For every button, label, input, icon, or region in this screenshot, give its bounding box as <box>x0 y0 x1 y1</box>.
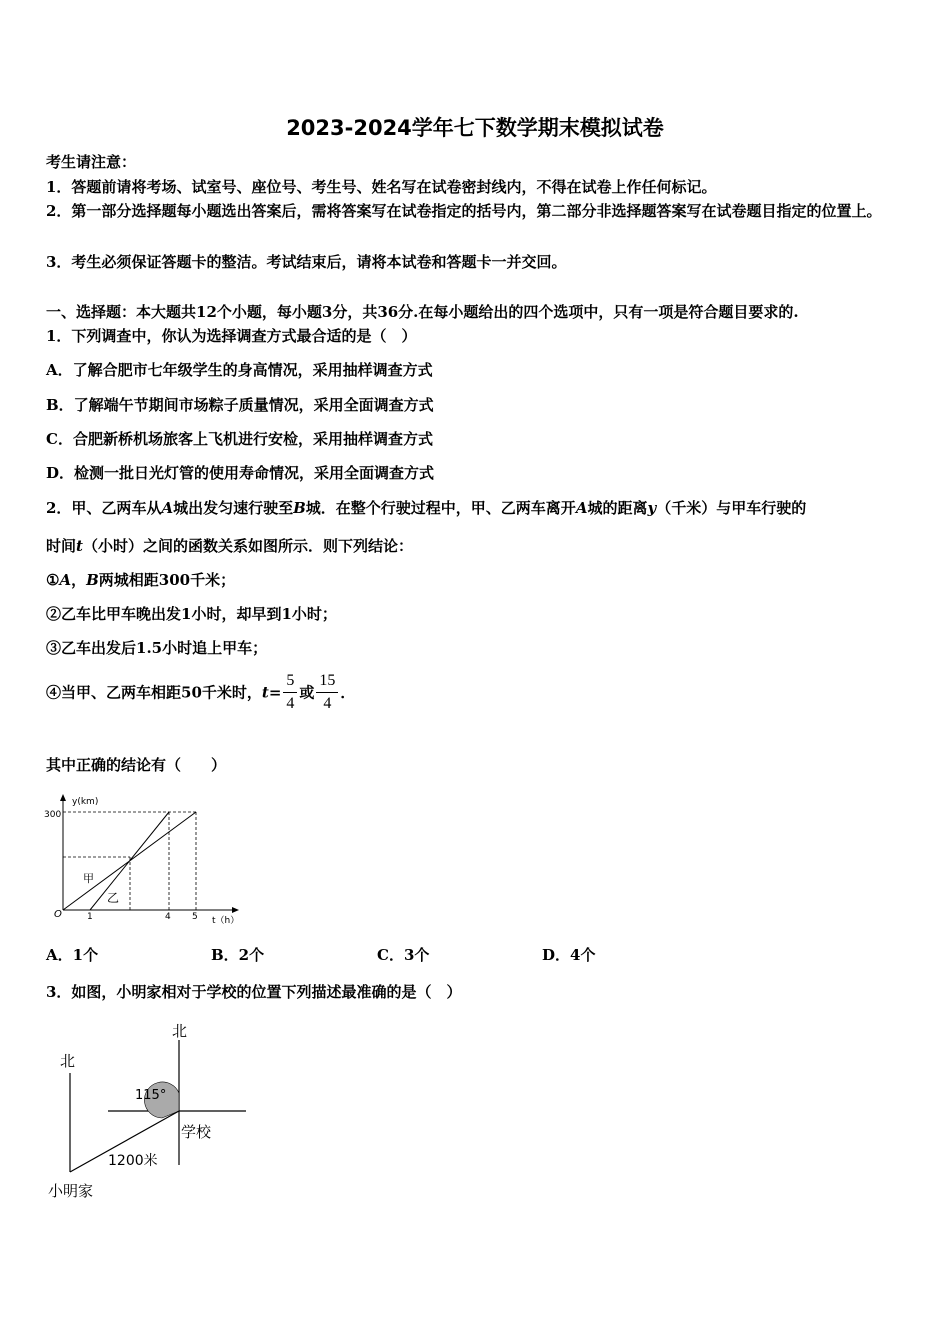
x-axis-arrow <box>232 907 239 913</box>
q2-option-a[interactable]: A．1个 <box>46 946 99 964</box>
q2-conclusion-2: ②乙车比甲车晚出发1小时，却早到1小时； <box>46 605 337 623</box>
q2-stem-line2: 时间t（小时）之间的函数关系如图所示．则下列结论： <box>46 537 413 555</box>
q2-conclusion-4: ④当甲、乙两车相距50千米时，t= $\frac{5}{4}$ 或 $\frac{15}{4}$ ． <box>46 670 355 715</box>
tick-300: 300 <box>44 810 62 820</box>
home-north-label: 北 <box>60 1052 76 1070</box>
origin-label: O <box>54 909 62 920</box>
distance-time-graph <box>40 790 250 930</box>
q1-option-c: C．合肥新桥机场旅客上飞机进行安检，采用抽样调查方式 <box>46 430 433 448</box>
distance-label: 1200米 <box>108 1153 158 1169</box>
q2-conclusion-1: ①A，B两城相距300千米； <box>46 571 236 589</box>
label-yi: 乙 <box>107 891 120 905</box>
tick-5: 5 <box>192 912 198 922</box>
q1-option-b: B．了解端午节期间市场粽子质量情况，采用全面调查方式 <box>46 396 434 414</box>
fraction-15-4: $\frac{15}{4}$ <box>316 670 338 715</box>
home-label: 小明家 <box>48 1182 94 1200</box>
notice-item-3: 3．考生必须保证答题卡的整洁。考试结束后，请将本试卷和答题卡一并交回。 <box>46 253 567 271</box>
q2-stem-line1: 2．甲、乙两车从A城出发匀速行驶至B城．在整个行驶过程中，甲、乙两车离开A城的距离y（千米）与甲车行驶的 <box>46 499 807 517</box>
notice-item-1: 1．答题前请将考场、试室号、座位号、考生号、姓名写在试卷密封线内，不得在试卷上作任何标记。 <box>46 178 717 196</box>
y-axis-label: y(km) <box>72 797 99 807</box>
q2-conclusion-3: ③乙车出发后1.5小时追上甲车； <box>46 639 268 657</box>
direction-diagram <box>40 1015 260 1205</box>
q1-stem: 1．下列调查中，你认为选择调查方式最合适的是（ ） <box>46 327 417 345</box>
q2-option-c[interactable]: C．3个 <box>377 946 430 964</box>
q1-option-d: D．检测一批日光灯管的使用寿命情况，采用全面调查方式 <box>46 464 435 482</box>
label-jia: 甲 <box>83 872 94 885</box>
angle-label: 115° <box>135 1088 167 1103</box>
line-yi <box>90 812 169 910</box>
school-label: 学校 <box>181 1123 212 1141</box>
q2-option-d[interactable]: D．4个 <box>542 946 596 964</box>
tick-1: 1 <box>87 912 93 922</box>
q2-option-b[interactable]: B．2个 <box>211 946 265 964</box>
notice-heading: 考生请注意： <box>46 153 137 171</box>
tick-4: 4 <box>165 912 171 922</box>
page-title: 2023-2024学年七下数学期末模拟试卷 <box>286 116 664 140</box>
q2-ask: 其中正确的结论有（ ） <box>46 756 227 774</box>
y-axis-arrow <box>60 794 66 801</box>
fraction-5-4: $\frac{5}{4}$ <box>283 670 297 715</box>
section-heading: 一、选择题：本大题共12个小题，每小题3分，共36分.在每小题给出的四个选项中，只有一项是符合题目要求的. <box>46 303 799 321</box>
notice-item-2: 2．第一部分选择题每小题选出答案后，需将答案写在试卷指定的括号内，第二部分非选择题答案写在试卷题目指定的位置上。 <box>46 202 882 220</box>
x-axis-label: t（h） <box>212 916 240 926</box>
school-north-label: 北 <box>172 1022 188 1040</box>
q3-stem: 3．如图，小明家相对于学校的位置下列描述最准确的是（ ） <box>46 983 462 1001</box>
q1-option-a: A．了解合肥市七年级学生的身高情况，采用抽样调查方式 <box>46 361 433 379</box>
